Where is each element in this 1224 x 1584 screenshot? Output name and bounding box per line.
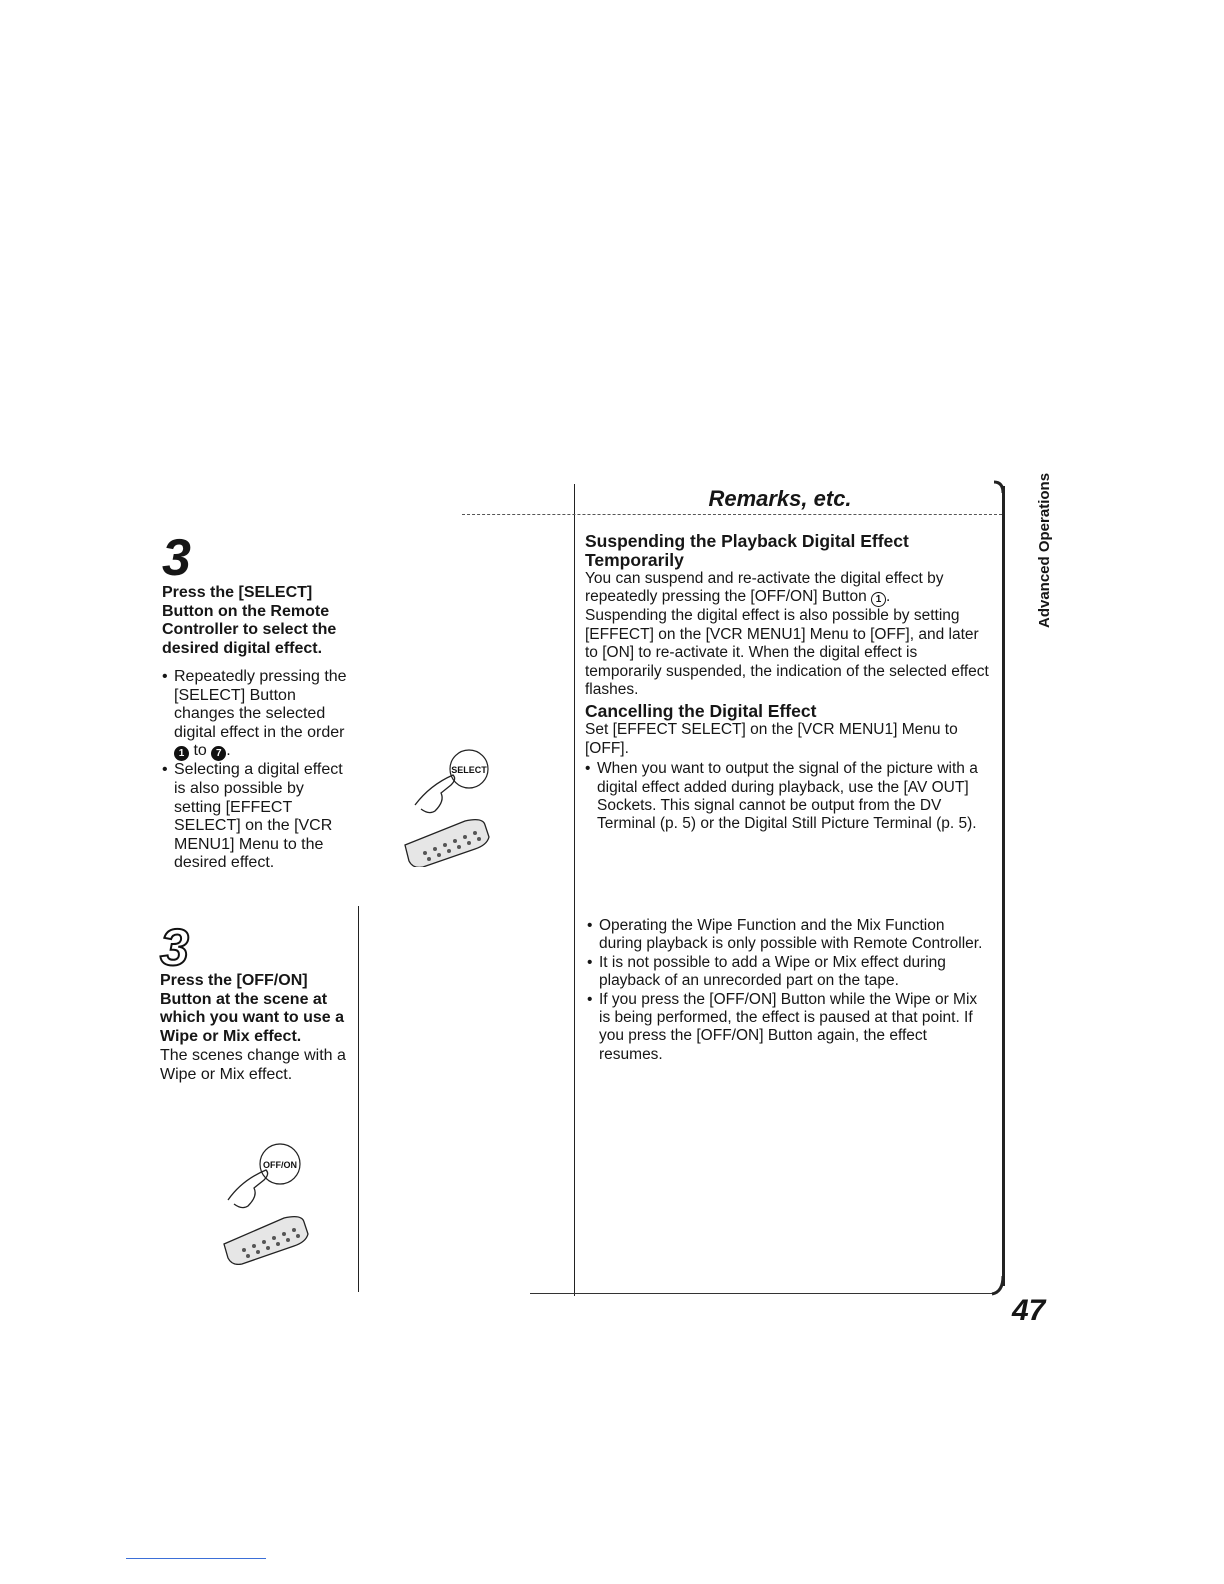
step-number-outlined: 3 — [160, 919, 189, 977]
remarks-bottom-rule — [530, 1293, 996, 1294]
paragraph — [585, 570, 993, 607]
list-item: • If you press the [OFF/ON] Button while the Wipe or Mix is being performed, the effect is paused at that point. If you press the [OFF/ON] Button again, the effect resumes. — [587, 991, 987, 1065]
hand-icon — [415, 775, 455, 813]
remarks-bottom-bullets — [587, 917, 987, 1064]
order-to-text: to — [193, 742, 207, 760]
paragraph-text: You can suspend and re-activate the digital effect by repeatedly pressing the [OFF/ON] Button — [585, 570, 944, 606]
order-start-icon: 1 — [174, 746, 189, 761]
heading-suspend: Suspending the Playback Digital Effect Temporarily — [585, 531, 909, 570]
bullet-text: Repeatedly pressing the [SELECT] Button changes the selected digital effect in the order — [174, 668, 347, 741]
list-item: • Selecting a digital effect is also possible by setting [EFFECT SELECT] on the [VCR MENU1] Menu to the desired effect. — [162, 761, 352, 873]
remarks-title: Remarks, etc. — [708, 486, 852, 511]
bracket-bottom-icon — [990, 1276, 1006, 1296]
list-item: • Repeatedly pressing the [SELECT] Button changes the selected digital effect in the order 1 to 7 . — [162, 668, 352, 761]
paragraph-end: . — [886, 588, 891, 606]
step-result-text: The scenes change with a Wipe or Mix effect. — [160, 1047, 346, 1083]
step-number: 3 — [162, 529, 191, 587]
remarks-bullet — [585, 760, 993, 834]
page-number: 47 — [1012, 1294, 1046, 1327]
remote-icon — [405, 820, 489, 867]
list-item: • It is not possible to add a Wipe or Mix effect during playback of an unrecorded part on the tape. — [587, 954, 987, 991]
remarks-right-border — [1002, 486, 1005, 1286]
button-ref-icon: 1 — [871, 592, 886, 607]
step-bullets — [162, 668, 352, 873]
footer-rule — [126, 1558, 266, 1559]
remote-icon — [224, 1217, 308, 1265]
order-end-icon: 7 — [211, 746, 226, 761]
list-item: • Operating the Wipe Function and the Mix Function during playback is only possible with Remote Controller. — [587, 917, 987, 954]
remote-offon-illustration — [220, 1140, 320, 1265]
remarks-left-border — [574, 484, 575, 1296]
select-button-label: SELECT — [451, 765, 487, 775]
remarks-header-rule — [462, 514, 1002, 515]
hand-icon — [228, 1170, 268, 1208]
step-instruction: Press the [SELECT] Button on the Remote Controller to select the desired digital effect. — [162, 584, 337, 657]
remote-select-illustration — [395, 745, 495, 867]
remarks-top-section — [585, 532, 993, 834]
paragraph: Suspending the digital effect is also possible by setting [EFFECT] on the [VCR MENU1] Menu to [OFF], and later to [ON] to re-activate it. When the digital effect is temporarily suspended, the indication of the selected effect flashes. — [585, 607, 989, 699]
list-item: • When you want to output the signal of the picture with a digital effect added during playback, use the [AV OUT] Sockets. This signal cannot be output from the DV Terminal (p. 5) or the Digital Still Picture Terminal (p. 5). — [585, 760, 993, 834]
paragraph: Set [EFFECT SELECT] on the [VCR MENU1] Menu to [OFF]. — [585, 721, 958, 757]
step-instruction: Press the [OFF/ON] Button at the scene at which you want to use a Wipe or Mix effect. — [160, 972, 345, 1045]
step-divider — [358, 906, 359, 1292]
offon-button-label: OFF/ON — [263, 1160, 297, 1170]
heading-cancel: Cancelling the Digital Effect — [585, 701, 817, 722]
side-tab-label: Advanced Operations — [1036, 472, 1053, 628]
bracket-top-icon — [992, 480, 1006, 494]
